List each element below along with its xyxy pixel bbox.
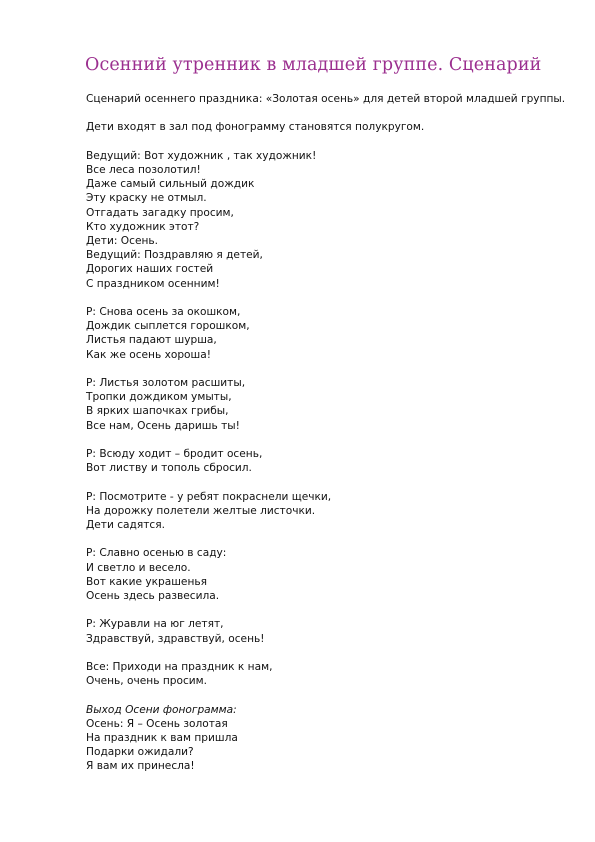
paragraph — [86, 149, 566, 291]
document-title: Осенний утренник в младшей группе. Сценарий — [85, 55, 542, 75]
paragraph-gap — [86, 433, 566, 447]
text-line: Сценарий осеннего праздника: «Золотая осень» для детей второй младшей группы. — [86, 93, 566, 105]
text-line: Вот листву и тополь сбросил. — [86, 462, 252, 475]
text-line: Р: Всюду ходит – бродит осень, — [86, 448, 263, 460]
paragraph-gap — [86, 135, 566, 149]
document-body — [86, 92, 566, 774]
text-line: В ярких шапочках грибы, — [86, 405, 229, 418]
text-line: Кто художник этот? — [86, 220, 200, 233]
paragraph — [86, 660, 566, 688]
text-line: Я вам их принесла! — [86, 760, 195, 773]
text-line: Дети входят в зал под фонограмму становятся полукругом. — [86, 121, 425, 134]
paragraph — [86, 376, 566, 433]
text-line: Р: Снова осень за окошком, — [86, 306, 241, 318]
paragraph — [86, 703, 566, 774]
text-line: Дети садятся. — [86, 519, 165, 531]
text-line: Как же осень хороша! — [86, 348, 211, 361]
paragraph — [86, 490, 566, 533]
text-line: Дождик сыплется горошком, — [86, 320, 250, 333]
text-line: Ведущий: Вот художник , так художник! — [86, 149, 317, 162]
text-line: На праздник к вам пришла — [86, 731, 238, 744]
text-line: Р: Посмотрите - у ребят покраснели щечки, — [86, 490, 332, 503]
text-line: Все нам, Осень даришь ты! — [86, 419, 240, 432]
text-line: Осень: Я – Осень золотая — [86, 717, 228, 730]
paragraph — [86, 447, 566, 475]
paragraph-gap — [86, 688, 566, 702]
paragraph-gap — [86, 475, 566, 489]
text-line: И светло и весело. — [86, 561, 191, 574]
text-line: Все леса позолотил! — [86, 163, 201, 176]
text-line: Даже самый сильный дождик — [86, 178, 255, 191]
text-line: Отгадать загадку просим, — [86, 206, 234, 219]
text-line: Дорогих наших гостей — [86, 263, 214, 276]
paragraph — [86, 120, 566, 134]
paragraph-gap — [86, 532, 566, 546]
text-line: Эту краску не отмыл. — [86, 192, 207, 205]
text-line: Осень здесь развесила. — [86, 590, 220, 602]
text-line: Здравствуй, здравствуй, осень! — [86, 632, 265, 645]
text-line: Все: Приходи на праздник к нам, — [86, 660, 273, 673]
text-line: Ведущий: Поздравляю я детей, — [86, 249, 263, 262]
stage-direction-line: Выход Осени фонограмма: — [86, 703, 237, 716]
paragraph — [86, 92, 566, 106]
paragraph-gap — [86, 291, 566, 305]
text-line: С праздником осенним! — [86, 277, 220, 290]
paragraph — [86, 617, 566, 645]
text-line: Р: Листья золотом расшиты, — [86, 377, 246, 389]
paragraph-gap — [86, 646, 566, 660]
text-line: Дети: Осень. — [86, 235, 159, 247]
text-line: Р: Журавли на юг летят, — [86, 618, 224, 631]
paragraph-gap — [86, 106, 566, 120]
paragraph-gap — [86, 603, 566, 617]
text-line: Очень, очень просим. — [86, 675, 208, 688]
paragraph — [86, 546, 566, 603]
paragraph-gap — [86, 362, 566, 376]
text-line: Вот какие украшенья — [86, 575, 207, 588]
text-line: Подарки ожидали? — [86, 746, 194, 759]
text-line: Листья падают шурша, — [86, 334, 217, 347]
text-line: Р: Славно осенью в саду: — [86, 547, 227, 560]
paragraph — [86, 305, 566, 362]
text-line: На дорожку полетели желтые листочки. — [86, 504, 316, 517]
text-line: Тропки дождиком умыты, — [86, 391, 232, 404]
